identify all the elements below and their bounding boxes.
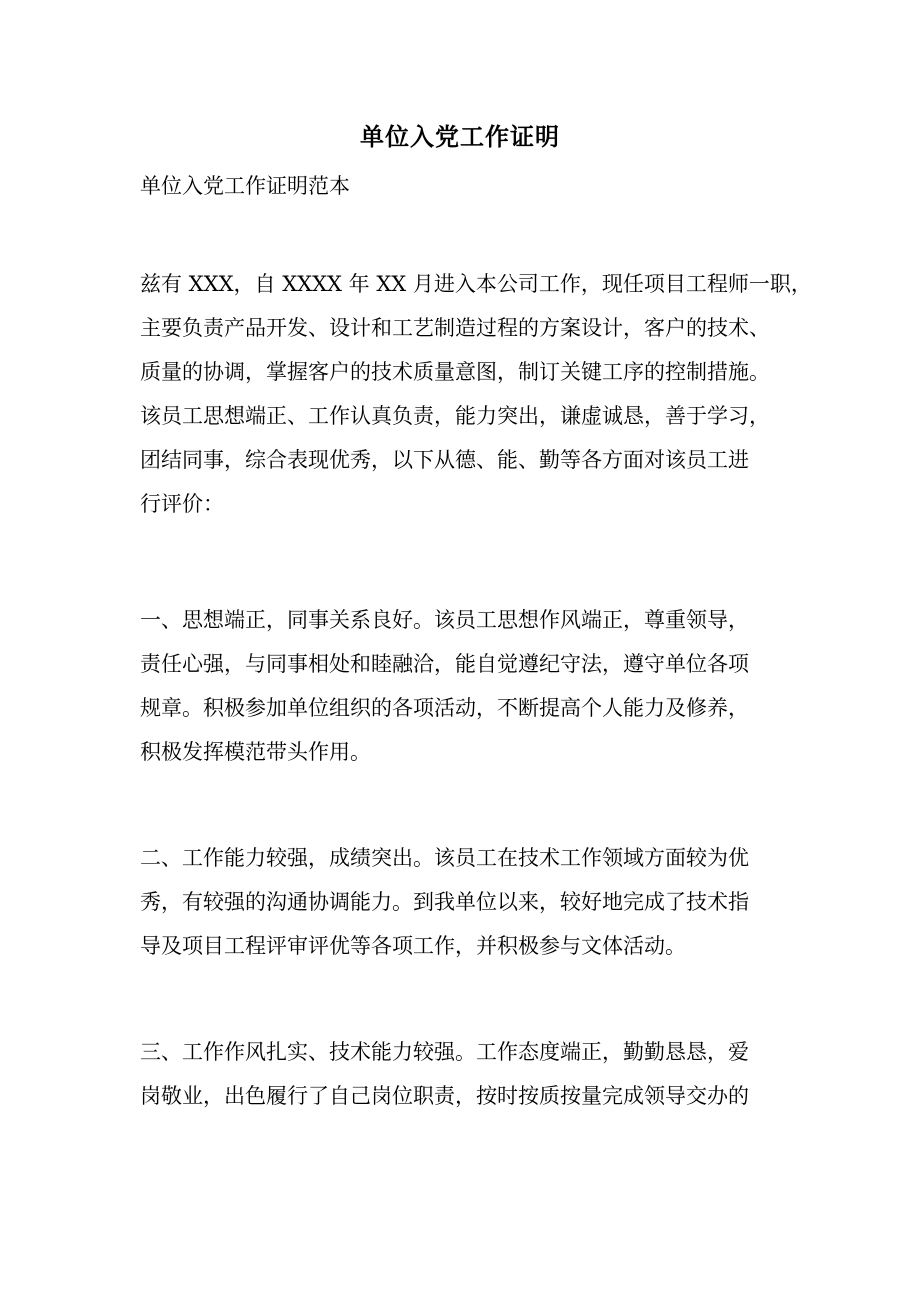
document-subtitle: 单位入党工作证明范本: [140, 174, 350, 198]
text-line: 质量的协调，掌握客户的技术质量意图，制订关键工序的控制措施。: [140, 360, 770, 384]
text-line: 团结同事，综合表现优秀，以下从德、能、勤等各方面对该员工进: [140, 448, 749, 472]
intro-paragraph: [140, 262, 812, 526]
section-three-paragraph: [140, 1030, 790, 1118]
text-line: 规章。积极参加单位组织的各项活动，不断提高个人能力及修养，: [140, 696, 749, 720]
text-line: 秀，有较强的沟通协调能力。到我单位以来，较好地完成了技术指: [140, 890, 749, 914]
text-line: 岗敬业，出色履行了自己岗位职责，按时按质按量完成领导交办的: [140, 1084, 749, 1108]
text-line: 责任心强，与同事相处和睦融洽，能自觉遵纪守法，遵守单位各项: [140, 652, 749, 676]
text-line: 行评价：: [140, 492, 224, 516]
text-line: 积极发挥模范带头作用。: [140, 740, 371, 764]
section-two-paragraph: [140, 836, 790, 968]
text-line: 兹有 XXX，自 XXXX 年 XX 月进入本公司工作，现任项目工程师一职，: [140, 272, 812, 296]
text-line: 三、工作作风扎实、技术能力较强。工作态度端正，勤勤恳恳，爱: [140, 1040, 749, 1064]
text-line: 该员工思想端正、工作认真负责，能力突出，谦虚诚恳，善于学习，: [140, 404, 770, 428]
text-line: 二、工作能力较强，成绩突出。该员工在技术工作领域方面较为优: [140, 846, 749, 870]
document-title: 单位入党工作证明: [360, 122, 560, 151]
text-line: 导及项目工程评审评优等各项工作，并积极参与文体活动。: [140, 934, 686, 958]
section-one-paragraph: [140, 598, 790, 774]
text-line: 主要负责产品开发、设计和工艺制造过程的方案设计，客户的技术、: [140, 316, 770, 340]
text-line: 一、思想端正，同事关系良好。该员工思想作风端正，尊重领导，: [140, 608, 749, 632]
